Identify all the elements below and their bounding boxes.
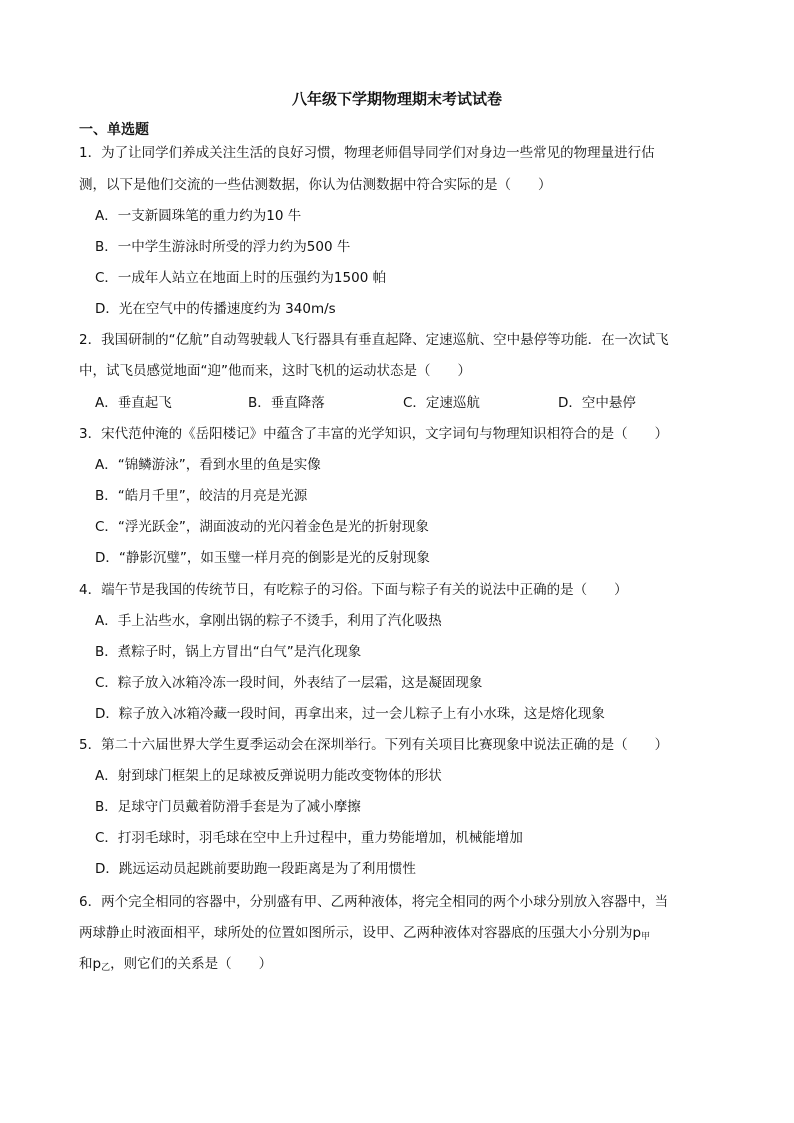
- q5-option-b: B．足球守门员戴着防滑手套是为了减小摩擦: [95, 799, 361, 815]
- q6-stem-line-1: 6．两个完全相同的容器中，分别盛有甲、乙两种液体，将完全相同的两个小球分别放入容器中，当: [79, 894, 669, 910]
- q2-option-b: B．垂直降落: [248, 395, 325, 411]
- q6-subscript-jia: 甲: [641, 932, 651, 942]
- q1-option-a: A．一支新圆珠笔的重力约为10 牛: [95, 208, 302, 224]
- q6-stem-line-2-text: 两球静止时液面相平，球所处的位置如图所示，设甲、乙两种液体对容器底的压强大小分别为p: [79, 925, 642, 941]
- q5-option-c: C．打羽毛球时，羽毛球在空中上升过程中，重力势能增加，机械能增加: [95, 830, 523, 846]
- q6-stem-line-3: [79, 954, 272, 978]
- page-title: 八年级下学期物理期末考试试卷: [291, 90, 502, 108]
- q2-stem-line-1: 2．我国研制的“亿航”自动驾驶载人飞行器具有垂直起降、定速巡航、空中悬停等功能．在一次试飞: [79, 332, 669, 348]
- q1-option-d: D．光在空气中的传播速度约为 340m/s: [95, 301, 336, 317]
- q5-option-d: D．跳远运动员起跳前要助跑一段距离是为了利用惯性: [95, 861, 416, 877]
- q4-stem-line-1: 4．端午节是我国的传统节日，有吃粽子的习俗。下面与粽子有关的说法中正确的是（ ）: [79, 582, 628, 598]
- q6-subscript-yi: 乙: [101, 963, 111, 973]
- q1-stem-line-2: 测，以下是他们交流的一些估测数据，你认为估测数据中符合实际的是（ ）: [79, 177, 552, 193]
- q2-stem-line-2: 中，试飞员感觉地面“迎”他而来，这时飞机的运动状态是（ ）: [79, 363, 471, 379]
- q6-stem-line-3-start: 和p: [79, 956, 102, 972]
- q5-stem-line-1: 5．第二十六届世界大学生夏季运动会在深圳举行。下列有关项目比赛现象中说法正确的是（ ）: [79, 737, 669, 753]
- q2-option-d: D．空中悬停: [558, 395, 636, 411]
- q1-option-c: C．一成年人站立在地面上时的压强约为1500 帕: [95, 270, 387, 286]
- q3-stem-line-1: 3．宋代范仲淹的《岳阳楼记》中蕴含了丰富的光学知识，文字词句与物理知识相符合的是（ ）: [79, 426, 669, 442]
- section-heading: 一、单选题: [79, 122, 149, 138]
- q5-option-a: A．射到球门框架上的足球被反弹说明力能改变物体的形状: [95, 768, 442, 784]
- q4-option-d: D．粽子放入冰箱冷藏一段时间，再拿出来，过一会儿粽子上有小水珠，这是熔化现象: [95, 706, 605, 722]
- q3-option-a: A．“锦鳞游泳”，看到水里的鱼是实像: [95, 457, 321, 473]
- q4-option-b: B．煮粽子时，锅上方冒出“白气”是汽化现象: [95, 644, 362, 660]
- q6-stem-line-3-end: ，则它们的关系是（ ）: [110, 956, 273, 972]
- q3-option-c: C．“浮光跃金”，湖面波动的光闪着金色是光的折射现象: [95, 519, 429, 535]
- q1-option-b: B．一中学生游泳时所受的浮力约为500 牛: [95, 239, 351, 255]
- q2-option-c: C．定速巡航: [403, 395, 480, 411]
- q3-option-b: B．“皓月千里”，皎洁的月亮是光源: [95, 488, 308, 504]
- q2-option-a: A．垂直起飞: [95, 395, 172, 411]
- q3-option-d: D．“静影沉璧”，如玉璧一样月亮的倒影是光的反射现象: [95, 550, 430, 566]
- q4-option-c: C．粽子放入冰箱冷冻一段时间，外表结了一层霜，这是凝固现象: [95, 675, 483, 691]
- q4-option-a: A．手上沾些水，拿刚出锅的粽子不烫手，利用了汽化吸热: [95, 613, 442, 629]
- q6-stem-line-2: [79, 923, 650, 947]
- q1-stem-line-1: 1．为了让同学们养成关注生活的良好习惯，物理老师倡导同学们对身边一些常见的物理量进行估: [79, 145, 655, 161]
